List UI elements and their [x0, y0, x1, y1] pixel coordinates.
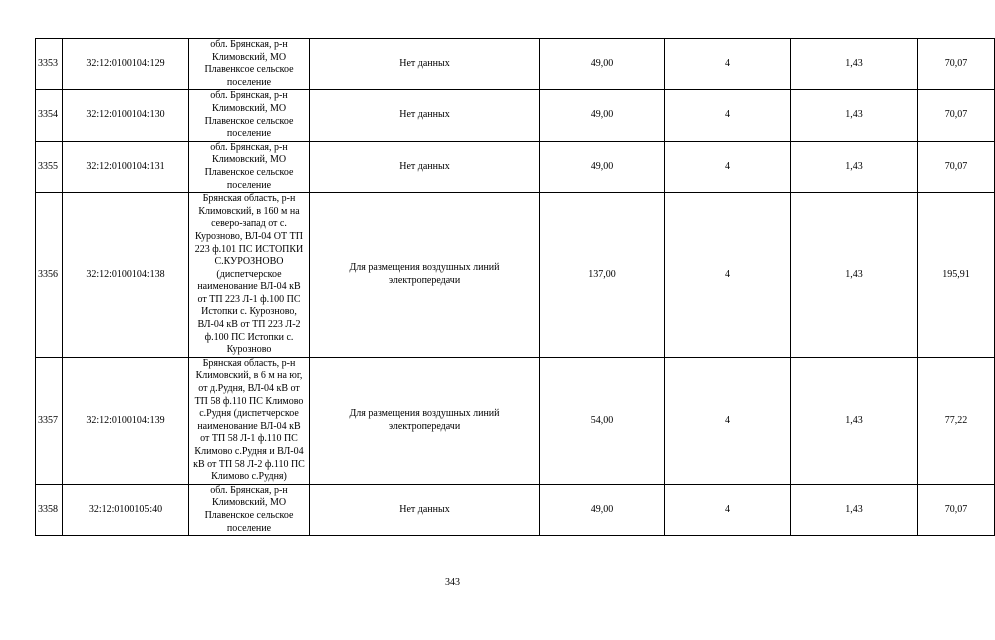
sum-cell: 70,07 — [918, 90, 995, 141]
cadastral-number-cell: 32:12:0100104:139 — [63, 357, 189, 484]
area-cell: 49,00 — [540, 39, 665, 90]
count-cell: 4 — [665, 357, 791, 484]
table-row — [36, 90, 995, 141]
table-row — [36, 39, 995, 90]
cadastral-number-cell: 32:12:0100104:131 — [63, 141, 189, 192]
cadastral-number-cell: 32:12:0100104:129 — [63, 39, 189, 90]
purpose-cell: Нет данных — [310, 39, 540, 90]
table-row — [36, 357, 995, 484]
row-number-cell: 3354 — [36, 90, 63, 141]
rate-cell: 1,43 — [791, 39, 918, 90]
area-cell: 54,00 — [540, 357, 665, 484]
row-number-cell: 3355 — [36, 141, 63, 192]
page-number: 343 — [445, 577, 460, 588]
land-plots-table — [35, 38, 995, 536]
address-cell: обл. Брянская, р-н Климовский, МО Плавенксое сельское поселение — [189, 39, 310, 90]
address-cell: Брянская область, р-н Климовский, в 6 м на юг, от д.Рудня, ВЛ-04 кВ от ТП 58 ф.110 ПС Климово с.Рудня (диспетчерское наименование ВЛ-04 кВ от ТП 58 Л-1 ф.110 ПС Климово с.Рудня и ВЛ-04 кВ от ТП 58 Л-2 ф.110 ПС Климово с.Рудня) — [189, 357, 310, 484]
row-number-cell: 3358 — [36, 484, 63, 535]
table-row — [36, 141, 995, 192]
sum-cell: 195,91 — [918, 193, 995, 358]
rate-cell: 1,43 — [791, 357, 918, 484]
rate-cell: 1,43 — [791, 90, 918, 141]
area-cell: 49,00 — [540, 484, 665, 535]
address-cell: Брянская область, р-н Климовский, в 160 м на северо-запад от с. Курозново, ВЛ-04 ОТ ТП 223 ф.101 ПС ИСТОПКИ С.КУРОЗНОВО (диспетчерское наименование ВЛ-04 кВ от ТП 223 Л-1 ф.100 ПС Истопки с. Курозново, ВЛ-04 кВ от ТП 223 Л-2 ф.100 ПС Истопки с. Курозново — [189, 193, 310, 358]
table-row — [36, 484, 995, 535]
count-cell: 4 — [665, 193, 791, 358]
rate-cell: 1,43 — [791, 141, 918, 192]
cadastral-number-cell: 32:12:0100104:138 — [63, 193, 189, 358]
sum-cell: 77,22 — [918, 357, 995, 484]
area-cell: 137,00 — [540, 193, 665, 358]
purpose-cell: Для размещения воздушных линий электропередачи — [310, 193, 540, 358]
address-cell: обл. Брянская, р-н Климовский, МО Плавенское сельское поселение — [189, 141, 310, 192]
rate-cell: 1,43 — [791, 193, 918, 358]
purpose-cell: Нет данных — [310, 90, 540, 141]
count-cell: 4 — [665, 90, 791, 141]
count-cell: 4 — [665, 39, 791, 90]
sum-cell: 70,07 — [918, 141, 995, 192]
sum-cell: 70,07 — [918, 484, 995, 535]
table-row — [36, 193, 995, 358]
count-cell: 4 — [665, 141, 791, 192]
area-cell: 49,00 — [540, 90, 665, 141]
row-number-cell: 3357 — [36, 357, 63, 484]
purpose-cell: Нет данных — [310, 141, 540, 192]
purpose-cell: Для размещения воздушных линий электропередачи — [310, 357, 540, 484]
row-number-cell: 3353 — [36, 39, 63, 90]
row-number-cell: 3356 — [36, 193, 63, 358]
area-cell: 49,00 — [540, 141, 665, 192]
cadastral-number-cell: 32:12:0100105:40 — [63, 484, 189, 535]
purpose-cell: Нет данных — [310, 484, 540, 535]
count-cell: 4 — [665, 484, 791, 535]
cadastral-number-cell: 32:12:0100104:130 — [63, 90, 189, 141]
address-cell: обл. Брянская, р-н Климовский, МО Плавенское сельское поселение — [189, 90, 310, 141]
sum-cell: 70,07 — [918, 39, 995, 90]
rate-cell: 1,43 — [791, 484, 918, 535]
address-cell: обл. Брянская, р-н Климовский, МО Плавенское сельское поселение — [189, 484, 310, 535]
